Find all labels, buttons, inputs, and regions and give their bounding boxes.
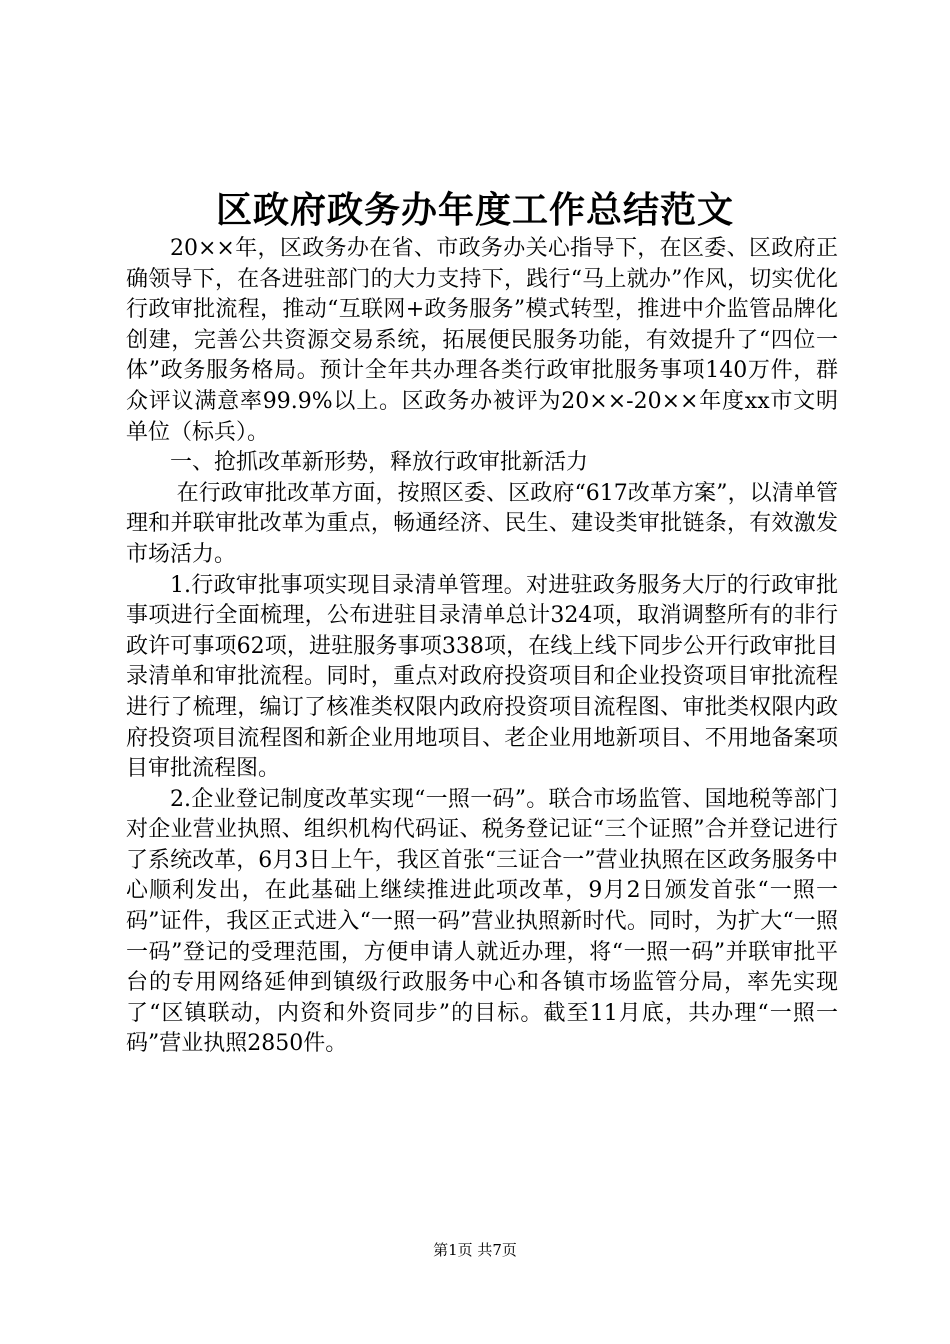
section-heading: 一、抢抓改革新形势，释放行政审批新活力 [170,450,589,476]
item-2-paragraph: 2.企业登记制度改革实现“一照一码”。联合市场监管、国地税等部门对企业营业执照、组织机构代码证、税务登记证“三个证照”合并登记进行了系统改革，6月3日上午，我区首张“三证合一”营业执照在区政务服务中心顺利发出，在此基础上继续推进此项改革，9月2日颁发首张“一照一码”证件，我区正式进入“一照一码”营业执照新时代。同时，为扩大“一照一码”登记的受理范围，方便申请人就近办理，将“一照一码”并联审批平台的专用网络延伸到镇级行政服务中心和各镇市场监管分局，率先实现了“区镇联动，内资和外资同步”的目标。截至11月底，共办理“一照一码”营业执照2850件。 [126,786,838,1057]
intro-paragraph: 20××年，区政务办在省、市政务办关心指导下，在区委、区政府正确领导下，在各进驻部门的大力支持下，践行“马上就办”作风，切实优化行政审批流程，推动“互联网+政务服务”模式转型，推进中介监管品牌化创建，完善公共资源交易系统，拓展便民服务功能，有效提升了“四位一体”政务服务格局。预计全年共办理各类行政审批服务事项140万件，群众评议满意率99.9%以上。区政务办被评为20××-20××年度xx市文明单位（标兵）。 [126,236,838,445]
document-body [126,234,838,1060]
section-intro-paragraph: 在行政审批改革方面，按照区委、区政府“617改革方案”，以清单管理和并联审批改革为重点，畅通经济、民生、建设类审批链条，有效激发市场活力。 [126,480,838,567]
page-number: 第1页 共7页 [433,1241,517,1259]
item-1-paragraph: 1.行政审批事项实现目录清单管理。对进驻政务服务大厅的行政审批事项进行全面梳理，公布进驻目录清单总计324项，取消调整所有的非行政许可事项62项，进驻服务事项338项，在线上线下同步公开行政审批目录清单和审批流程。同时，重点对政府投资项目和企业投资项目审批流程进行了梳理，编订了核准类权限内政府投资项目流程图、审批类权限内政府投资项目流程图和新企业用地项目、老企业用地新项目、不用地备案项目审批流程图。 [126,572,838,782]
page-title: 区政府政务办年度工作总结范文 [215,189,734,231]
